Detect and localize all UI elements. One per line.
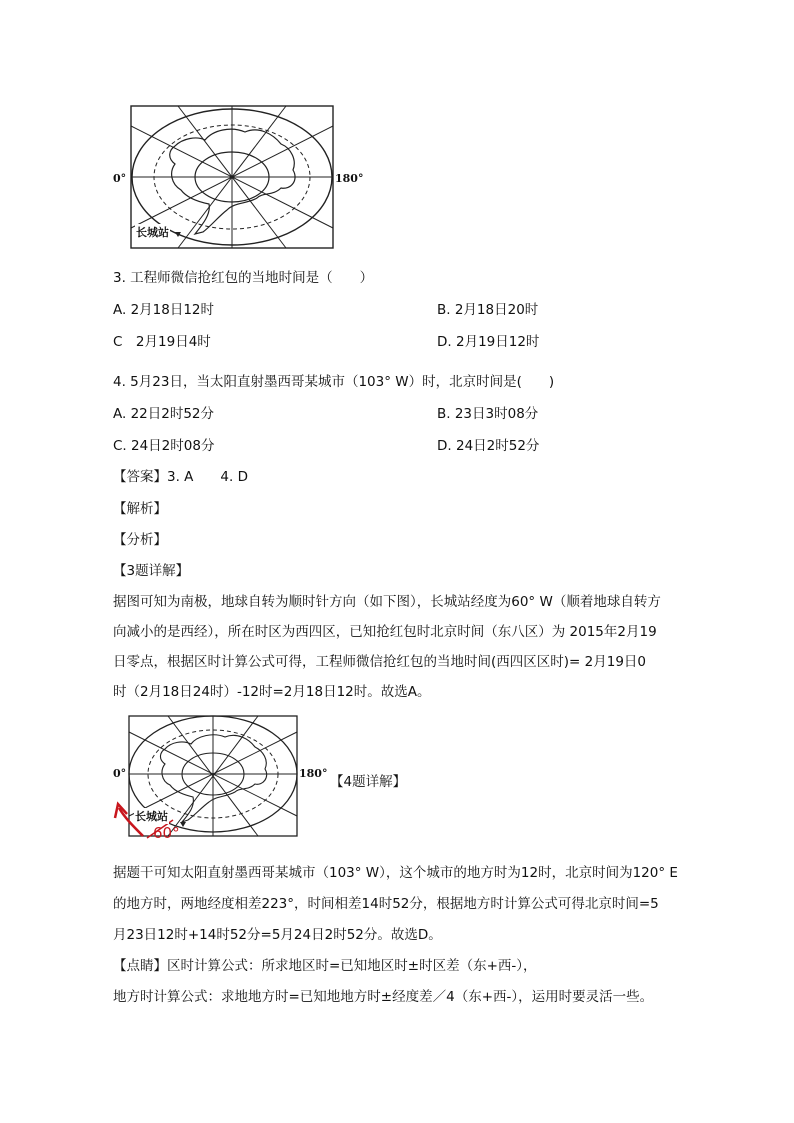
figure2-label-180: 180°: [299, 767, 328, 780]
q3-detail-line-2: 向减小的是西经），所在时区为西四区，已知抢红包时北京时间（东八区）为 2015年2月19: [113, 624, 657, 640]
polar-map-graphic-annotated: [113, 714, 313, 844]
q3-detail-line-4: 时（2月18日24时）-12时=2月18日12时。故选A。: [113, 684, 431, 700]
q4-option-d: D. 24日2时52分: [437, 438, 540, 454]
q4-detail-line-3: 月23日12时+14时52分=5月24日2时52分。故选D。: [113, 927, 442, 943]
figure2-angle-label: 60°: [153, 824, 180, 842]
analysis-subheading: 【分析】: [113, 532, 167, 548]
q4-detail-heading: 【4题详解】: [330, 774, 407, 790]
q3-question: 3. 工程师微信抢红包的当地时间是（ ）: [113, 270, 374, 286]
figure2-label-0: 0°: [113, 767, 127, 780]
q4-detail-line-1: 据题干可知太阳直射墨西哥某城市（103° W），这个城市的地方时为12时，北京时间为120° E: [113, 865, 678, 881]
q4-option-b: B. 23日3时08分: [437, 406, 539, 422]
figure1-station-label: 长城站: [136, 226, 169, 239]
figure1-label-180: 180°: [335, 172, 364, 185]
q3-detail-line-3: 日零点，根据区时计算公式可得，工程师微信抢红包的当地时间(西四区区时)= 2月19日0: [113, 654, 646, 670]
answer-line: 【答案】3. A 4. D: [113, 469, 248, 485]
figure1-label-0: 0°: [113, 172, 127, 185]
q3-option-d: D. 2月19日12时: [437, 334, 540, 350]
q4-question: 4. 5月23日，当太阳直射墨西哥某城市（103° W）时，北京时间是( ): [113, 374, 555, 390]
q4-detail-line-2: 的地方时，两地经度相差223°，时间相差14时52分，根据地方时计算公式可得北京时间=5: [113, 896, 659, 912]
figure-polar-map-1: [113, 104, 364, 252]
figure-polar-map-2: [113, 714, 328, 844]
q3-option-b: B. 2月18日20时: [437, 302, 539, 318]
analysis-heading: 【解析】: [113, 501, 167, 517]
q4-option-c: C. 24日2时08分: [113, 438, 215, 454]
q3-detail-heading: 【3题详解】: [113, 563, 190, 579]
q3-option-c: C 2月19日4时: [113, 334, 211, 350]
tips-line-2: 地方时计算公式：求地地方时=已知地地方时±经度差／4（东+西-），运用时要灵活一些。: [113, 989, 654, 1005]
tips-line-1: 【点睛】区时计算公式：所求地区时=已知地区时±时区差（东+西-），: [113, 958, 537, 974]
q3-option-a: A. 2月18日12时: [113, 302, 215, 318]
q4-option-a: A. 22日2时52分: [113, 406, 215, 422]
q3-detail-line-1: 据图可知为南极，地球自转为顺时针方向（如下图），长城站经度为60° W（顺着地球自转方: [113, 594, 661, 610]
figure2-station-label: 长城站: [135, 810, 168, 823]
